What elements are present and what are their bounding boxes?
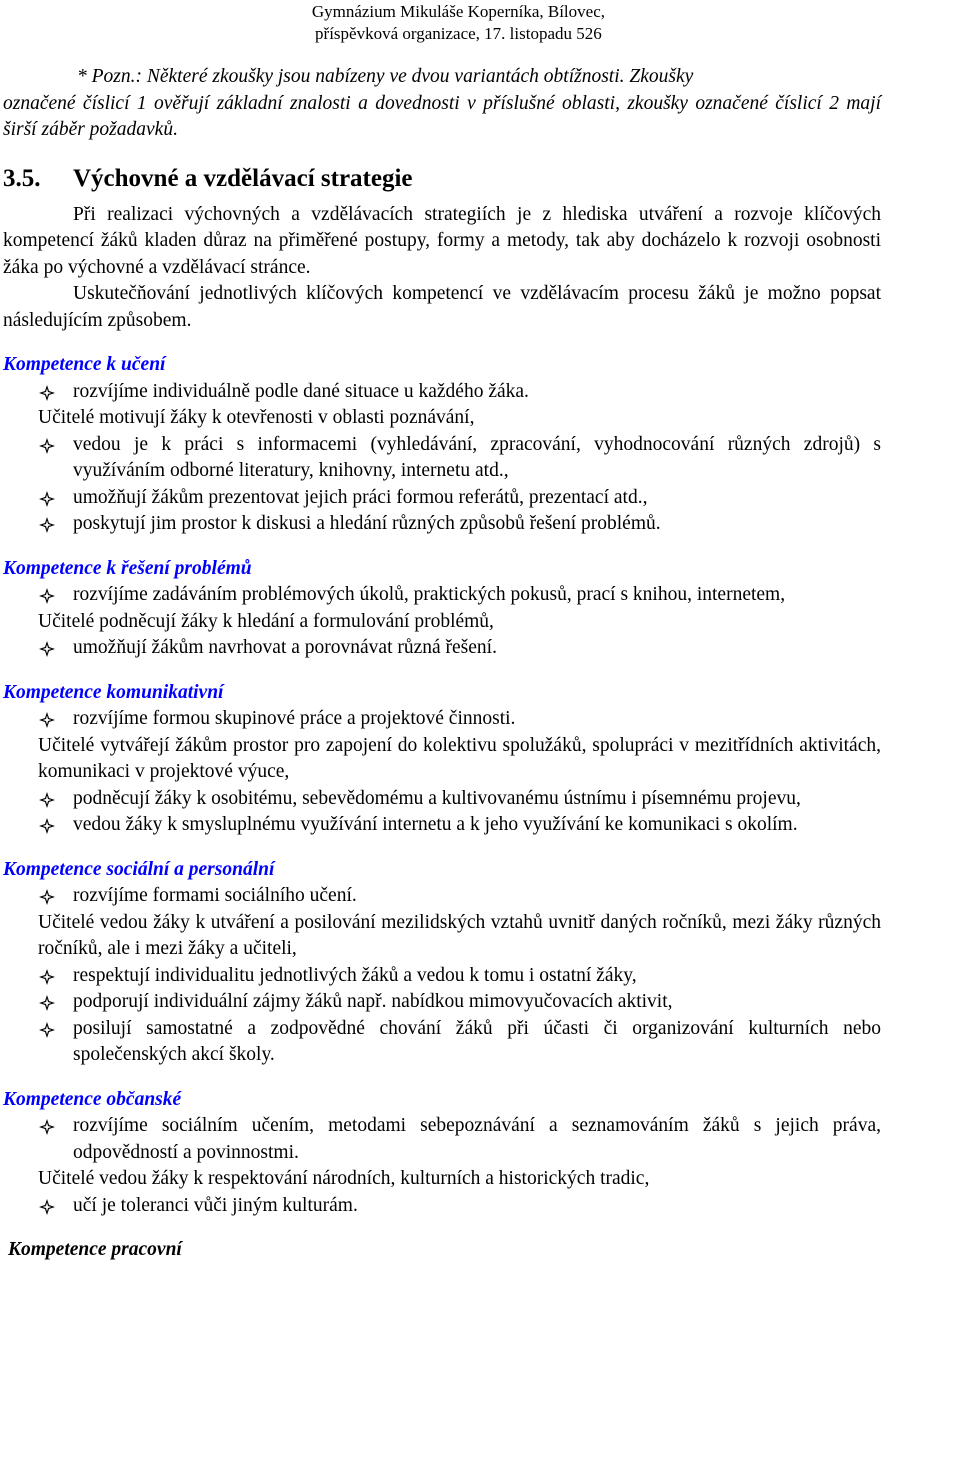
bullet-text: posilují samostatné a zodpovědné chování žáků při účasti či organizování kulturních nebo společenských akcí školy. <box>73 1017 881 1065</box>
diamond-bullet-icon <box>39 995 55 1011</box>
diamond-bullet-icon <box>39 712 55 728</box>
competence-section <box>3 857 881 1069</box>
bullet-text: učí je toleranci vůči jiným kulturám. <box>73 1194 358 1216</box>
bullet-text: podněcují žáky k osobitému, sebevědomému a kultivovanému ústnímu i písemnému projevu, <box>73 787 801 809</box>
bullet-item <box>3 432 881 485</box>
header-school-address: příspěvková organizace, 17. listopadu 526 <box>315 24 602 43</box>
bullet-text: vedou žáky k smysluplnému využívání internetu a k jeho využívání ke komunikaci s okolím. <box>73 814 798 835</box>
note-rest: označené číslicí 1 ověřují základní znalosti a dovednosti v příslušné oblasti, zkoušky označené číslicí 2 mají širší záběr požadavků. <box>3 92 881 140</box>
header-school-name: Gymnázium Mikuláše Koperníka, Bílovec, <box>311 2 605 21</box>
body-line: Učitelé vedou žáky k utváření a posilování mezilidských vztahů uvnitř daných ročníků, mezi žáky různých ročníků, ale i mezi žáky a učiteli, <box>38 911 881 959</box>
competence-title: Kompetence komunikativní <box>3 681 224 703</box>
competence-title: Kompetence k řešení problémů <box>3 557 252 579</box>
body-line: Učitelé motivují žáky k otevřenosti v oblasti poznávání, <box>38 407 475 428</box>
section-paragraph-2: Uskutečňování jednotlivých klíčových kompetencí ve vzdělávacím procesu žáků je možno popsat následujícím způsobem. <box>3 283 881 331</box>
bullet-text: poskytují jim prostor k diskusi a hledání různých způsobů řešení problémů. <box>73 513 661 534</box>
competence-section <box>3 352 881 538</box>
section-title: Výchovné a vzdělávací strategie <box>73 164 413 192</box>
section-heading <box>3 164 881 194</box>
bullet-item <box>3 635 881 662</box>
diamond-bullet-icon <box>39 889 55 905</box>
bullet-item <box>3 582 881 609</box>
bullet-text: rozvíjíme formou skupinové práce a projektové činnosti. <box>73 708 516 729</box>
bullet-text: umožňují žákům navrhovat a porovnávat různá řešení. <box>73 637 497 658</box>
bullet-item <box>3 1193 881 1220</box>
bullet-text: podporují individuální zájmy žáků např. nabídkou mimovyučovacích aktivit, <box>73 991 673 1012</box>
section-number: 3.5. <box>3 164 41 192</box>
competence-title: Kompetence k učení <box>3 354 166 375</box>
bullet-text: rozvíjíme formami sociálního učení. <box>73 885 357 906</box>
bullet-item <box>3 379 881 406</box>
bullet-item <box>3 786 881 813</box>
body-line: Učitelé podněcují žáky k hledání a formulování problémů, <box>38 610 494 632</box>
bullet-item <box>3 511 881 538</box>
diamond-bullet-icon <box>39 818 55 834</box>
competence-title: Kompetence občanské <box>3 1088 182 1110</box>
bullet-text: rozvíjíme zadáváním problémových úkolů, praktických pokusů, prací s knihou, internetem, <box>73 584 786 605</box>
diamond-bullet-icon <box>39 438 55 454</box>
bullet-text: vedou je k práci s informacemi (vyhledávání, zpracování, vyhodnocování různých zdrojů) s využíváním odborné literatury, knihovny, internetu atd., <box>73 433 881 481</box>
bullet-item <box>3 883 881 910</box>
competences-list <box>3 352 881 1264</box>
bullet-text: rozvíjíme individuálně podle dané situace u každého žáka. <box>73 380 529 402</box>
bullet-item <box>3 1016 881 1069</box>
bullet-item <box>3 706 881 733</box>
diamond-bullet-icon <box>39 641 55 657</box>
competence-title: Kompetence sociální a personální <box>3 858 275 880</box>
competence-section <box>3 556 881 662</box>
note-first-line: * Pozn.: Některé zkoušky jsou nabízeny ve dvou variantách obtížnosti. Zkoušky <box>77 66 694 87</box>
diamond-bullet-icon <box>39 1199 55 1215</box>
body-line: Učitelé vedou žáky k respektování národních, kulturních a historických tradic, <box>38 1168 650 1189</box>
diamond-bullet-icon <box>39 969 55 985</box>
bullet-text: respektují individualitu jednotlivých žáků a vedou k tomu i ostatní žáky, <box>73 964 637 986</box>
bullet-item <box>3 963 881 990</box>
footnote-note <box>3 64 881 144</box>
page-header <box>312 1 605 45</box>
section-paragraph-1: Při realizaci výchovných a vzdělávacích strategiích je z hlediska utváření a rozvoje klíčových kompetencí žáků kladen důraz na přiměřené postupy, formy a metody, tak aby docházelo k rozvoji osobnosti žáka po výchovné a vzdělávací stránce. <box>3 203 881 278</box>
diamond-bullet-icon <box>39 385 55 401</box>
diamond-bullet-icon <box>39 491 55 507</box>
body-line: Učitelé vytvářejí žákům prostor pro zapojení do kolektivu spolužáků, spolupráci v mezitřídních aktivitách, komunikaci v projektové výuce, <box>38 734 881 782</box>
diamond-bullet-icon <box>39 1022 55 1038</box>
competence-title: Kompetence pracovní <box>8 1239 182 1260</box>
competence-section <box>3 680 881 839</box>
diamond-bullet-icon <box>39 792 55 808</box>
diamond-bullet-icon <box>39 517 55 533</box>
competence-section <box>3 1087 881 1220</box>
document-body <box>3 64 881 1264</box>
bullet-item <box>3 812 881 839</box>
diamond-bullet-icon <box>39 1119 55 1135</box>
bullet-item <box>3 485 881 512</box>
bullet-item <box>3 1113 881 1166</box>
bullet-item <box>3 989 881 1016</box>
bullet-text: umožňují žákům prezentovat jejich práci formou referátů, prezentací atd., <box>73 486 648 508</box>
diamond-bullet-icon <box>39 588 55 604</box>
competence-section <box>3 1237 881 1264</box>
bullet-text: rozvíjíme sociálním učením, metodami sebepoznávání a seznamováním žáků s jejich práva, odpovědností a povinnostmi. <box>73 1115 881 1163</box>
